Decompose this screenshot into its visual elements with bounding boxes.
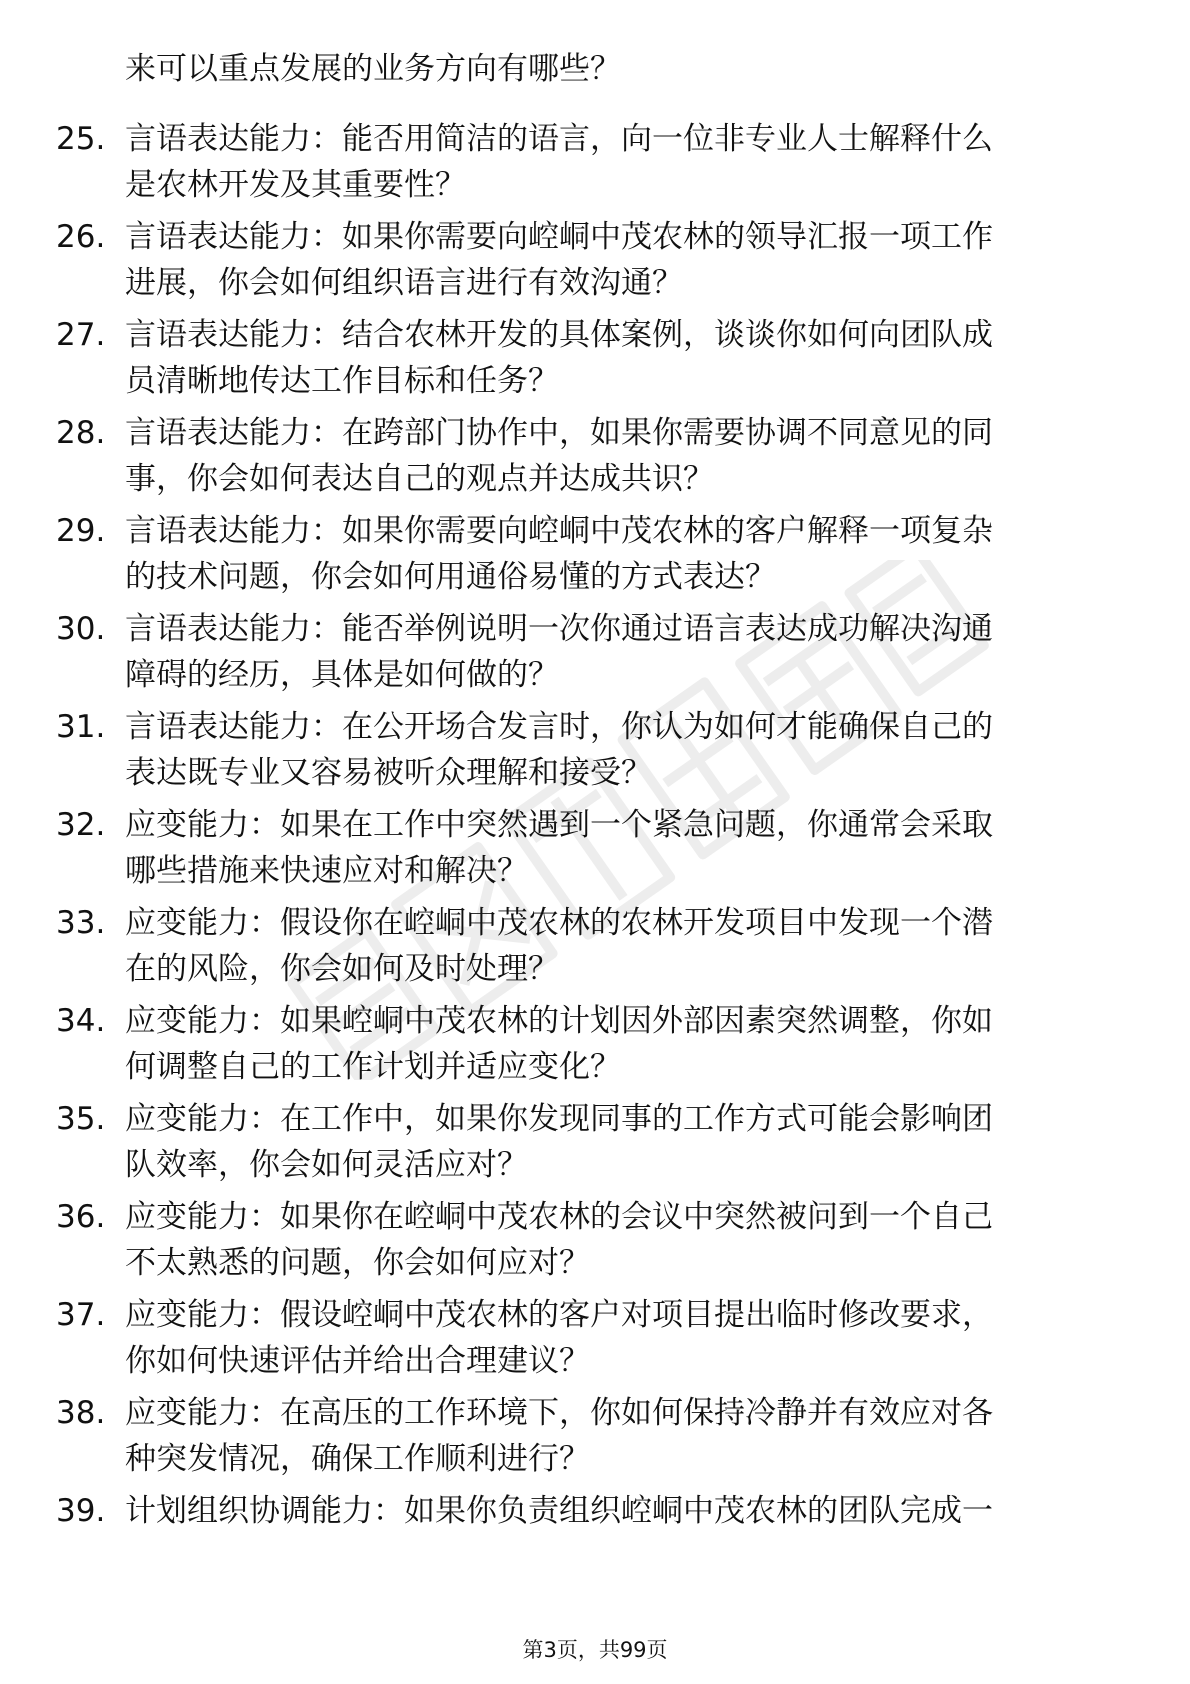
item-line: 言语表达能力：在跨部门协作中，如果你需要协调不同意见的同 (125, 415, 993, 451)
list-item (0, 214, 1190, 312)
item-number: 30. (56, 611, 106, 647)
item-line: 在的风险，你会如何及时处理？ (125, 951, 559, 987)
list-item (0, 998, 1190, 1096)
item-text (125, 508, 1145, 600)
item-line: 表达既专业又容易被听众理解和接受？ (125, 755, 652, 791)
list-item (0, 900, 1190, 998)
item-line: 应变能力：如果你在崆峒中茂农林的会议中突然被问到一个自己 (125, 1199, 993, 1235)
item-line: 是农林开发及其重要性？ (125, 167, 466, 203)
list-item (0, 1194, 1190, 1292)
list-item (0, 1096, 1190, 1194)
item-number: 39. (56, 1493, 106, 1529)
item-line: 何调整自己的工作计划并适应变化？ (125, 1049, 621, 1085)
list-item (0, 508, 1190, 606)
item-line: 言语表达能力：如果你需要向崆峒中茂农林的客户解释一项复杂 (125, 513, 993, 549)
item-text (125, 802, 1145, 894)
item-text (125, 1096, 1145, 1188)
list-item (0, 704, 1190, 802)
list-item (0, 1488, 1190, 1586)
item-line: 言语表达能力：如果你需要向崆峒中茂农林的领导汇报一项工作 (125, 219, 993, 255)
item-line: 言语表达能力：结合农林开发的具体案例，谈谈你如何向团队成 (125, 317, 993, 353)
item-line: 事，你会如何表达自己的观点并达成共识？ (125, 461, 714, 497)
item-line: 进展，你会如何组织语言进行有效沟通？ (125, 265, 683, 301)
item-line: 不太熟悉的问题，你会如何应对？ (125, 1245, 590, 1281)
list-item (0, 606, 1190, 704)
item-number: 31. (56, 709, 106, 745)
item-number: 25. (56, 121, 106, 157)
item-line: 应变能力：在高压的工作环境下，你如何保持冷静并有效应对各 (125, 1395, 993, 1431)
item-line: 应变能力：如果在工作中突然遇到一个紧急问题，你通常会采取 (125, 807, 993, 843)
item-number: 32. (56, 807, 106, 843)
list-item (0, 410, 1190, 508)
item-line: 应变能力：假设你在崆峒中茂农林的农林开发项目中发现一个潜 (125, 905, 993, 941)
continuation-line: 来可以重点发展的业务方向有哪些？ (125, 51, 621, 87)
item-number: 37. (56, 1297, 106, 1333)
item-line: 你如何快速评估并给出合理建议？ (125, 1343, 590, 1379)
item-line: 应变能力：假设崆峒中茂农林的客户对项目提出临时修改要求， (125, 1297, 993, 1333)
item-number: 27. (56, 317, 106, 353)
item-text (125, 900, 1145, 992)
item-text (125, 116, 1145, 208)
item-text (125, 1292, 1145, 1384)
item-line: 队效率，你会如何灵活应对？ (125, 1147, 528, 1183)
item-text (125, 1488, 1145, 1534)
item-line: 言语表达能力：能否举例说明一次你通过语言表达成功解决沟通 (125, 611, 993, 647)
item-number: 28. (56, 415, 106, 451)
item-text (125, 1194, 1145, 1286)
question-list (0, 116, 1190, 1586)
item-number: 26. (56, 219, 106, 255)
item-number: 34. (56, 1003, 106, 1039)
page-footer: 第3页，共99页 (522, 1638, 668, 1662)
list-item (0, 1292, 1190, 1390)
item-line: 应变能力：如果崆峒中茂农林的计划因外部因素突然调整，你如 (125, 1003, 993, 1039)
item-number: 36. (56, 1199, 106, 1235)
item-number: 33. (56, 905, 106, 941)
item-line: 计划组织协调能力：如果你负责组织崆峒中茂农林的团队完成一 (125, 1493, 993, 1529)
item-text (125, 704, 1145, 796)
item-number: 38. (56, 1395, 106, 1431)
item-line: 种突发情况，确保工作顺利进行？ (125, 1441, 590, 1477)
item-number: 29. (56, 513, 106, 549)
item-line: 障碍的经历，具体是如何做的？ (125, 657, 559, 693)
item-text (125, 410, 1145, 502)
item-line: 的技术问题，你会如何用通俗易懂的方式表达？ (125, 559, 776, 595)
item-text (125, 1390, 1145, 1482)
item-text (125, 998, 1145, 1090)
item-text (125, 214, 1145, 306)
list-item (0, 1390, 1190, 1488)
item-number: 35. (56, 1101, 106, 1137)
item-text (125, 312, 1145, 404)
item-line: 员清晰地传达工作目标和任务？ (125, 363, 559, 399)
list-item (0, 802, 1190, 900)
list-item (0, 312, 1190, 410)
item-line: 应变能力：在工作中，如果你发现同事的工作方式可能会影响团 (125, 1101, 993, 1137)
item-line: 言语表达能力：能否用简洁的语言，向一位非专业人士解释什么 (125, 121, 993, 157)
list-item (0, 116, 1190, 214)
item-line: 哪些措施来快速应对和解决？ (125, 853, 528, 889)
item-text (125, 606, 1145, 698)
item-line: 言语表达能力：在公开场合发言时，你认为如何才能确保自己的 (125, 709, 993, 745)
